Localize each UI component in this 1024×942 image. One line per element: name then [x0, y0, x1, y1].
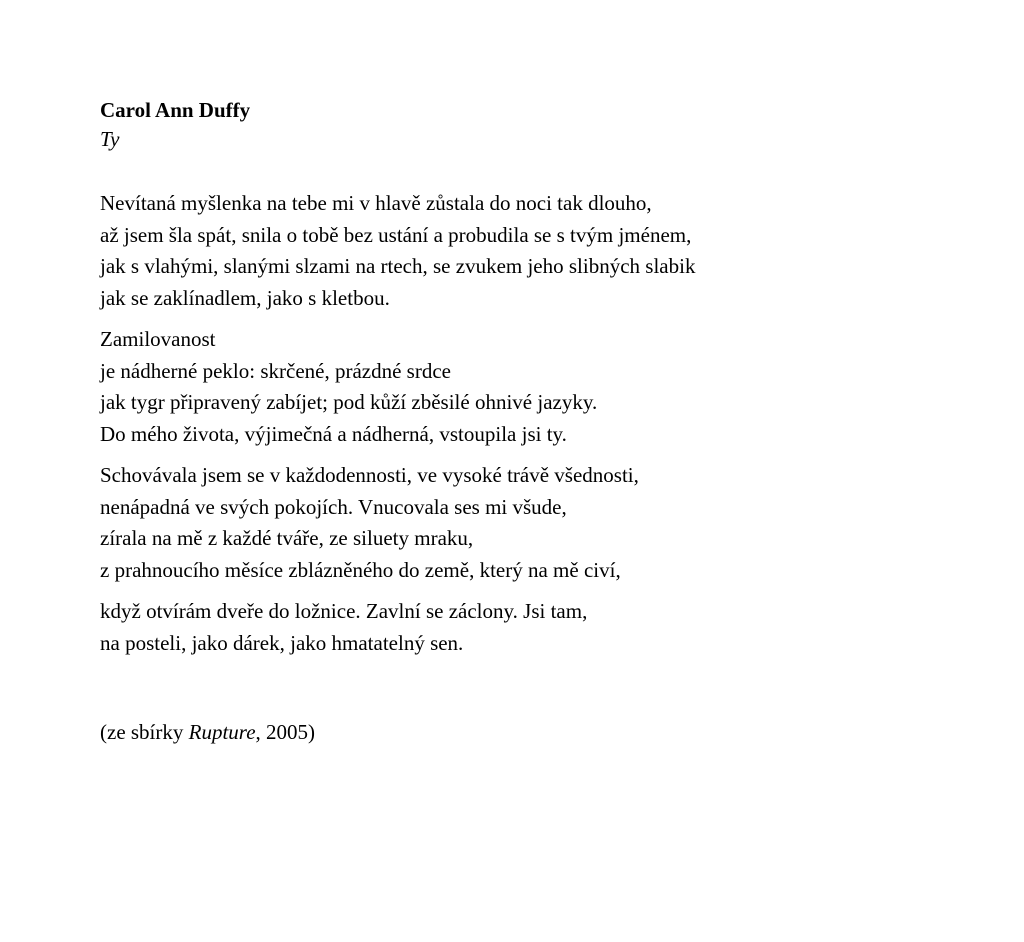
poem-line: až jsem šla spát, snila o tobě bez ustání a probudila se s tvým jménem,	[100, 222, 692, 247]
stanza	[100, 188, 920, 314]
poem-line: Nevítaná myšlenka na tebe mi v hlavě zůstala do noci tak dlouho,	[100, 191, 652, 215]
poem-line: Schovávala jsem se v každodennosti, ve vysoké trávě všednosti,	[100, 463, 639, 487]
stanza	[100, 460, 920, 586]
poem-line: zírala na mě z každé tváře, ze siluety mraku,	[100, 526, 474, 550]
source-citation	[100, 717, 920, 747]
document-page	[100, 96, 920, 747]
poem-line: nenápadná ve svých pokojích. Vnucovala ses mi všude,	[100, 494, 567, 519]
poem-line: Zamilovanost	[100, 327, 216, 351]
poem-line: z prahnoucího měsíce zblázněného do země, který na mě civí,	[100, 557, 621, 582]
poem-line: je nádherné peklo: skrčené, prázdné srdce	[100, 358, 451, 383]
poem-line: jak s vlahými, slanými slzami na rtech, se zvukem jeho slibných slabik	[100, 254, 696, 278]
poem-line: Do mého života, výjimečná a nádherná, vstoupila jsi ty.	[100, 421, 567, 446]
source-suffix: , 2005)	[255, 720, 316, 744]
source-book-title: Rupture	[188, 720, 256, 744]
poem-line: jak se zaklínadlem, jako s kletbou.	[100, 285, 390, 310]
poem-author: Carol Ann Duffy	[100, 98, 251, 122]
poem-title: Ty	[100, 127, 120, 151]
poem-line: když otvírám dveře do ložnice. Zavlní se záclony. Jsi tam,	[100, 599, 588, 623]
stanza	[100, 324, 920, 450]
source-prefix: (ze sbírky	[100, 720, 189, 744]
poem-line: jak tygr připravený zabíjet; pod kůží zběsilé ohnivé jazyky.	[100, 390, 598, 414]
poem-body	[100, 188, 920, 659]
stanza	[100, 596, 920, 659]
poem-line: na posteli, jako dárek, jako hmatatelný sen.	[100, 630, 464, 655]
